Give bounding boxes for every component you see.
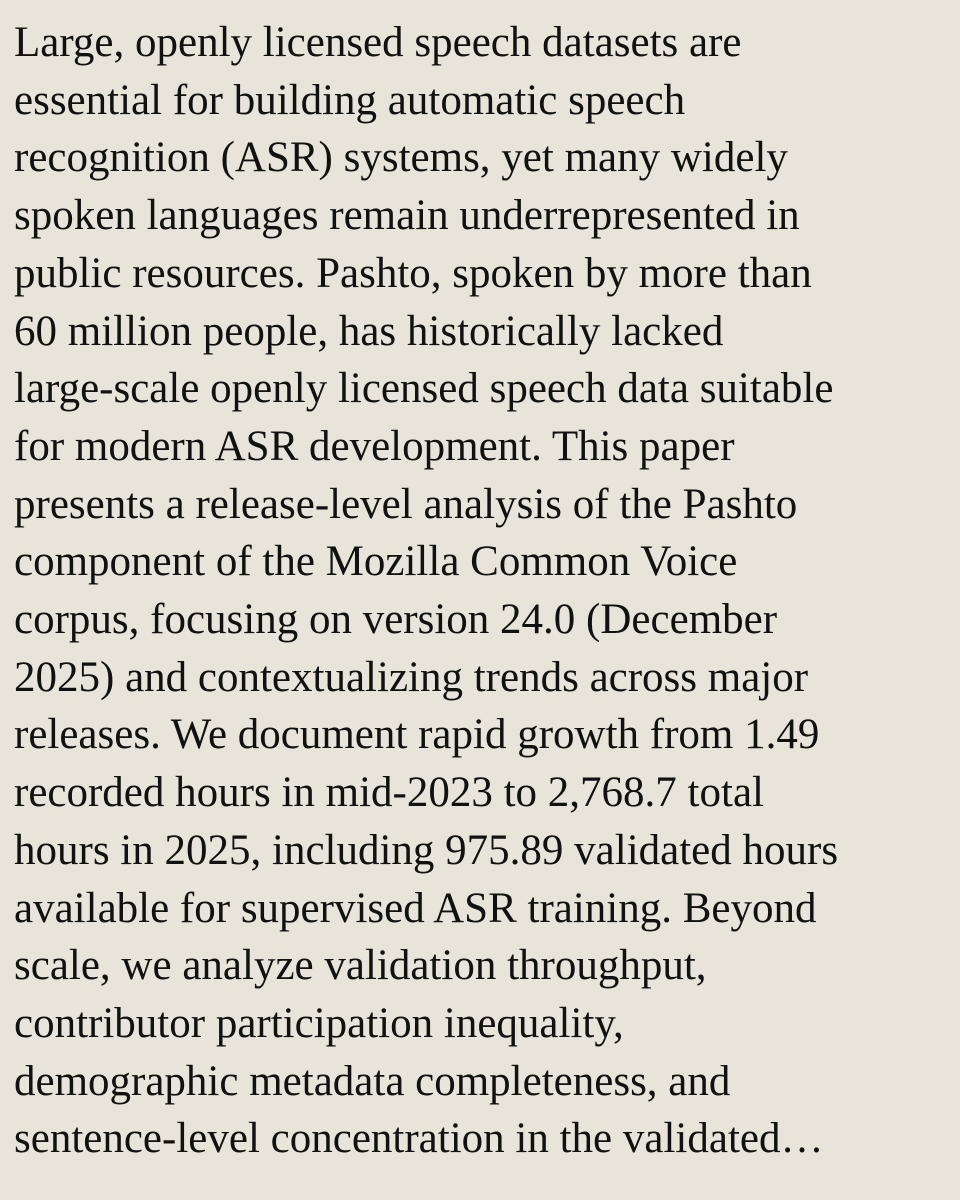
abstract-line: Large, openly licensed speech datasets are — [14, 19, 742, 66]
abstract-line: presents a release-level analysis of the Pashto — [14, 480, 798, 528]
abstract-line: recorded hours in mid-2023 to 2,768.7 total — [14, 769, 764, 817]
abstract-line: releases. We document rapid growth from 1.49 — [14, 711, 820, 759]
abstract-text — [14, 14, 946, 1168]
abstract-line: demographic metadata completeness, and — [14, 1057, 731, 1105]
abstract-line: large-scale openly licensed speech data suitable — [14, 365, 834, 413]
abstract-line: public resources. Pashto, spoken by more than — [14, 249, 812, 297]
abstract-line: available for supervised ASR training. Beyond — [14, 884, 817, 932]
abstract-line: sentence-level concentration in the validated… — [14, 1115, 824, 1163]
abstract-line: spoken languages remain underrepresented in — [14, 192, 800, 240]
abstract-line: 60 million people, has historically lacked — [14, 307, 724, 355]
abstract-line: hours in 2025, including 975.89 validated hours — [14, 826, 839, 874]
abstract-line: corpus, focusing on version 24.0 (December — [14, 596, 778, 644]
abstract-line: essential for building automatic speech — [14, 76, 686, 124]
abstract-line: for modern ASR development. This paper — [14, 422, 735, 470]
abstract-line: scale, we analyze validation throughput, — [14, 942, 707, 990]
abstract-line: contributor participation inequality, — [14, 999, 624, 1047]
abstract-line: component of the Mozilla Common Voice — [14, 538, 738, 586]
abstract-line: 2025) and contextualizing trends across major — [14, 653, 809, 701]
abstract-line: recognition (ASR) systems, yet many widely — [14, 134, 788, 182]
